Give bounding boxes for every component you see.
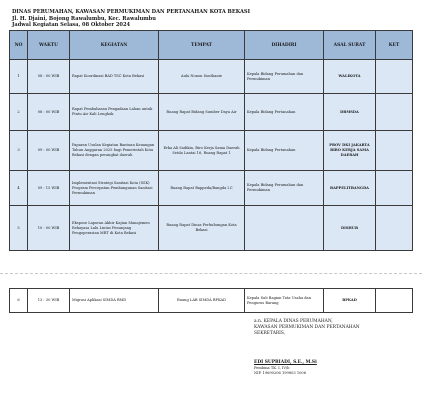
schedule-title: Jadwal Kegiatan Selasa, 08 Oktober 2024	[12, 22, 131, 29]
cell-no: 2	[10, 94, 28, 131]
cell-no: 6	[10, 289, 28, 313]
cell-waktu: 08 : 00 WIB	[28, 60, 70, 94]
cell-waktu: 13 : 30 WIB	[28, 289, 70, 313]
column-header-waktu: WAKTU	[28, 31, 70, 60]
cell-tempat: Ruang Rapat Dinas Perhubungan Kota Bekasi	[159, 206, 245, 251]
schedule-table-continued	[9, 288, 413, 313]
agency-address: Jl. H. Djaini, Bojong Rawalumbu, Kec. Rawalumbu	[12, 15, 156, 22]
signature-block	[254, 319, 414, 376]
cell-ket	[376, 131, 413, 171]
schedule-table	[9, 30, 413, 251]
cell-tempat: Ruang Rapat Bappeda/Bangda I.C	[159, 171, 245, 206]
document-header	[12, 9, 412, 29]
cell-tempat: Aula Nonon Sonthanie	[159, 60, 245, 94]
signatory-nip: NIP. 19690206 199803 1006	[254, 371, 306, 376]
signature-title-line1: a.n. KEPALA DINAS PERUMAHAN,	[254, 319, 333, 324]
cell-dihadiri: Kepala Bidang Pertanahan	[245, 131, 324, 171]
cell-dihadiri: Kepala Bidang Perumahan dan Permukiman	[245, 171, 324, 206]
page-break-divider	[0, 273, 422, 274]
cell-dihadiri: Kepala Sub Bagian Tata Usaha dan Pengurus Barang	[245, 289, 324, 313]
cell-kegiatan: Implementasi Strategi Sanitasi Kota (SSK) Program Percepatan Pembangunan Sanitasi Permukiman	[70, 171, 159, 206]
cell-tempat: Ruang LAB SIMDA BPKAD	[159, 289, 245, 313]
column-header-no: NO	[10, 31, 28, 60]
agency-name: DINAS PERUMAHAN, KAWASAN PERMUKIMAN DAN PERTANAHAN KOTA BEKASI	[12, 9, 250, 15]
cell-no: 5	[10, 206, 28, 251]
cell-tempat: Erka Ali Sadikin, Biro Kerja Sama Daerah Setda Lantai 16, Ruang Rapat 1	[159, 131, 245, 171]
cell-no: 3	[10, 131, 28, 171]
cell-tempat: Ruang Rapat Bidang Sumber Daya Air	[159, 94, 245, 131]
column-header-tempat: TEMPAT	[159, 31, 245, 60]
table-header-row	[10, 31, 413, 60]
cell-ket	[376, 289, 413, 313]
table-row	[10, 131, 413, 171]
cell-ket	[376, 60, 413, 94]
column-header-asal-surat: ASAL SURAT	[324, 31, 376, 60]
cell-dihadiri	[245, 206, 324, 251]
cell-asal-surat: DISHUB	[324, 206, 376, 251]
table-row	[10, 171, 413, 206]
cell-kegiatan: Paparan Usulan Kegiatan Bantuan Keuangan Tahun Anggaran 2025 bagi Pemerintah Kota Bekasi dengan perangkat daerah	[70, 131, 159, 171]
cell-waktu: 10 : 00 WIB	[28, 206, 70, 251]
cell-no: 4	[10, 171, 28, 206]
cell-dihadiri: Kepala Bidang Perumahan dan Permukiman	[245, 60, 324, 94]
cell-ket	[376, 94, 413, 131]
signatory-rank: Pembina TK. I, IV/b	[254, 365, 290, 370]
signature-title-line3: SEKRETARIS,	[254, 331, 286, 337]
cell-ket	[376, 206, 413, 251]
column-header-ket: KET	[376, 31, 413, 60]
cell-kegiatan: Rapat Koordinasi BAD TSC Kota Bekasi	[70, 60, 159, 94]
column-header-dihadiri: DIHADIRI	[245, 31, 324, 60]
cell-asal-surat: BPKAD	[324, 289, 376, 313]
table-row	[10, 289, 413, 313]
table-row	[10, 94, 413, 131]
signature-title-line2: KAWASAN PERMUKIMAN DAN PERTANAHAN	[254, 325, 360, 331]
cell-dihadiri: Kepala Bidang Pertanahan	[245, 94, 324, 131]
cell-waktu: 08 : 00 WIB	[28, 94, 70, 131]
cell-asal-surat: BAPPELITBANGDA	[324, 171, 376, 206]
cell-waktu: 09 : 15 WIB	[28, 171, 70, 206]
column-header-kegiatan: KEGIATAN	[70, 31, 159, 60]
table-row	[10, 206, 413, 251]
cell-kegiatan: Ekspose Laporan Akhir Kajian Manajemen Rekayasa Lalu Lintas Penunjang Pengoperasian MRT di Kota Bekasi	[70, 206, 159, 251]
signatory-name: EDI SUPRIADI, S.E., M.Si	[254, 359, 317, 365]
cell-ket	[376, 171, 413, 206]
cell-waktu: 09 : 00 WIB	[28, 131, 70, 171]
cell-kegiatan: Migrasi Aplikasi SIMDA BMD	[70, 289, 159, 313]
cell-no: 1	[10, 60, 28, 94]
cell-asal-surat: PROV DKI JAKARTA BIRO KERJA SAMA DAERAH	[324, 131, 376, 171]
cell-asal-surat: DBMSDA	[324, 94, 376, 131]
cell-asal-surat: WALIKOTA	[324, 60, 376, 94]
cell-kegiatan: Rapat Pembahasan Pengadaan Lahan untuk Pintu Air Kali Lenghak	[70, 94, 159, 131]
table-row	[10, 60, 413, 94]
